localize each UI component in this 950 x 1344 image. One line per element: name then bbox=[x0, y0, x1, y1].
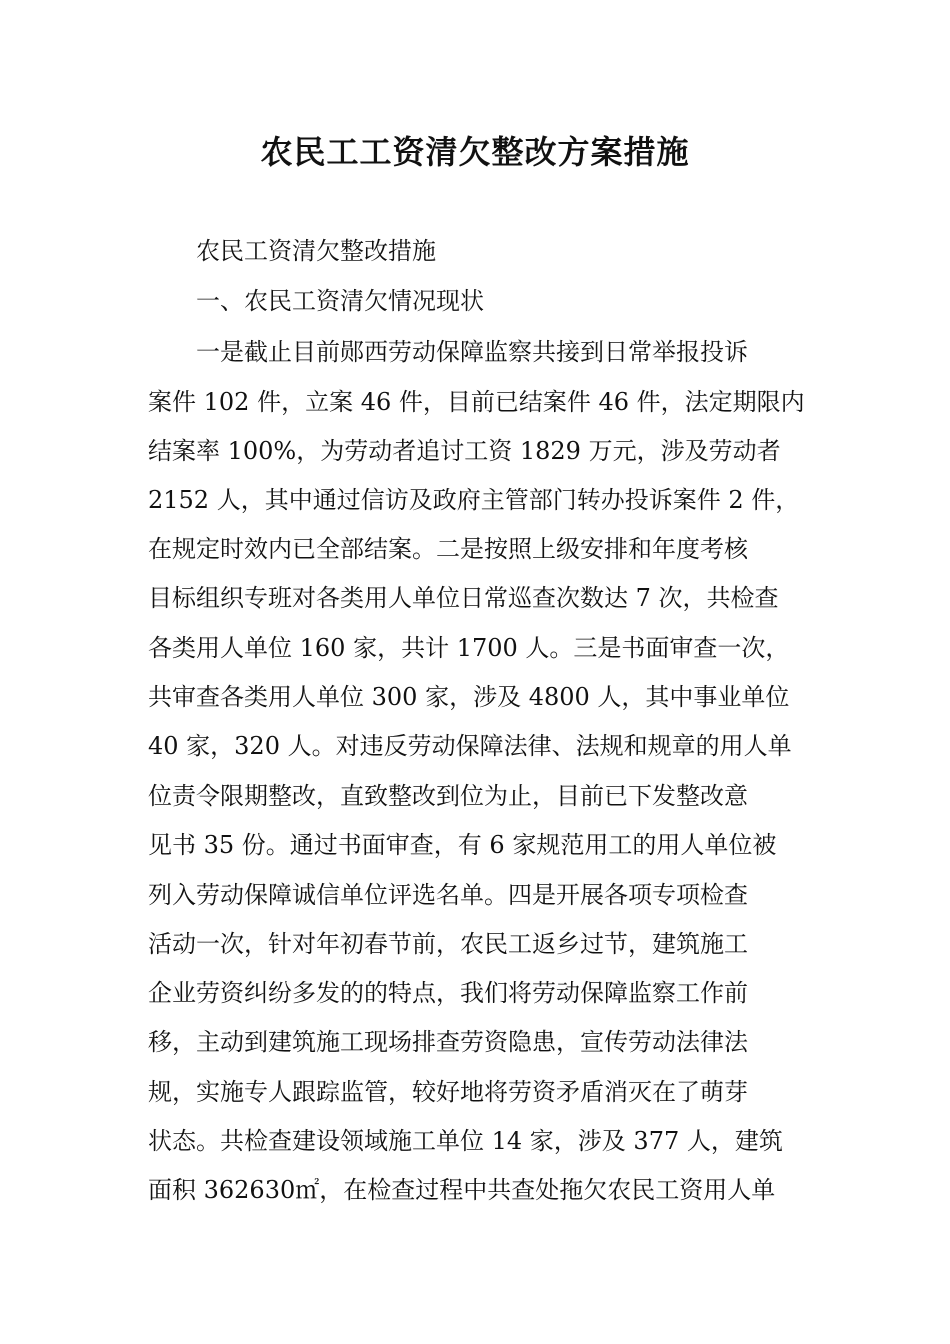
body-line-15: 移，主动到建筑施工现场排查劳资隐患，宣传劳动法律法 bbox=[148, 1028, 748, 1056]
document-subtitle: 农民工资清欠整改措施 bbox=[196, 237, 436, 265]
body-line-18: 面积 362630㎡，在检查过程中共查处拖欠农民工资用人单 bbox=[148, 1176, 776, 1204]
body-line-6: 目标组织专班对各类用人单位日常巡查次数达 7 次，共检查 bbox=[148, 584, 779, 612]
section-heading: 一、农民工资清欠情况现状 bbox=[196, 287, 484, 315]
body-line-4: 2152 人，其中通过信访及政府主管部门转办投诉案件 2 件， bbox=[148, 486, 800, 514]
body-line-3: 结案率 100%，为劳动者追讨工资 1829 万元，涉及劳动者 bbox=[148, 437, 781, 465]
body-line-7: 各类用人单位 160 家，共计 1700 人。三是书面审查一次， bbox=[148, 634, 790, 662]
body-line-9: 40 家，320 人。对违反劳动保障法律、法规和规章的用人单 bbox=[148, 732, 792, 760]
body-line-10: 位责令限期整改，直致整改到位为止，目前已下发整改意 bbox=[148, 782, 748, 810]
body-line-13: 活动一次，针对年初春节前，农民工返乡过节，建筑施工 bbox=[148, 930, 748, 958]
body-line-2: 案件 102 件，立案 46 件，目前已结案件 46 件，法定期限内 bbox=[148, 388, 805, 416]
body-line-14: 企业劳资纠纷多发的的特点，我们将劳动保障监察工作前 bbox=[148, 979, 748, 1007]
body-line-8: 共审查各类用人单位 300 家，涉及 4800 人，其中事业单位 bbox=[148, 683, 790, 711]
body-line-17: 状态。共检查建设领域施工单位 14 家，涉及 377 人，建筑 bbox=[148, 1127, 783, 1155]
body-line-12: 列入劳动保障诚信单位评选名单。四是开展各项专项检查 bbox=[148, 881, 748, 909]
body-line-1: 一是截止目前郧西劳动保障监察共接到日常举报投诉 bbox=[196, 338, 748, 366]
body-line-11: 见书 35 份。通过书面审查，有 6 家规范用工的用人单位被 bbox=[148, 831, 777, 859]
body-line-5: 在规定时效内已全部结案。二是按照上级安排和年度考核 bbox=[148, 535, 748, 563]
body-line-16: 规，实施专人跟踪监管，较好地将劳资矛盾消灭在了萌芽 bbox=[148, 1078, 748, 1106]
document-title: 农民工工资清欠整改方案措施 bbox=[260, 133, 690, 171]
